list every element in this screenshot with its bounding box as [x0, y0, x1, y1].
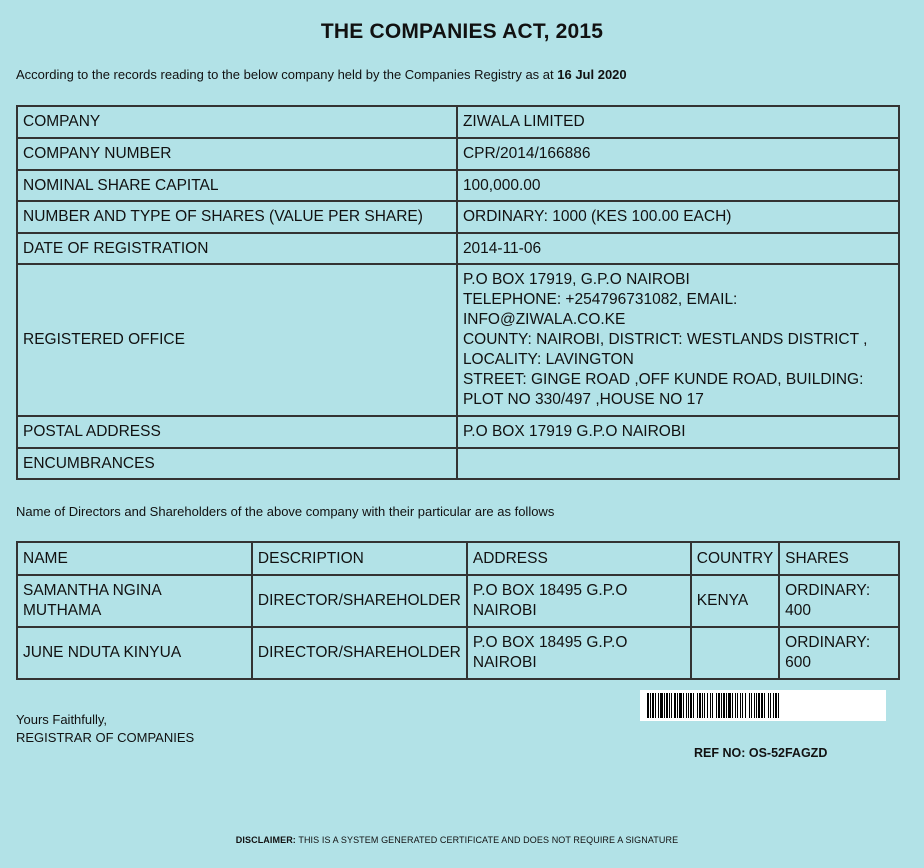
barcode-bar	[754, 693, 755, 718]
barcode-bar	[683, 693, 684, 718]
barcode-bar	[712, 693, 713, 718]
row-value: 100,000.00	[457, 170, 899, 201]
barcode-bar	[749, 693, 750, 718]
barcode-bar	[710, 693, 711, 718]
row-value: ZIWALA LIMITED	[457, 106, 899, 138]
barcode	[640, 690, 886, 721]
row-value: ORDINARY: 1000 (KES 100.00 EACH)	[457, 201, 899, 233]
table-row	[17, 233, 899, 264]
barcode-bar	[718, 693, 720, 718]
barcode-bar	[697, 693, 698, 718]
table-row	[17, 138, 899, 170]
row-label: DATE OF REGISTRATION	[17, 233, 457, 264]
address-cell: P.O BOX 18495 G.P.O NAIROBI	[467, 575, 691, 627]
barcode-bar	[652, 693, 654, 718]
barcode-bar	[775, 693, 777, 718]
column-header: COUNTRY	[691, 542, 779, 575]
table-row	[17, 627, 899, 679]
barcode-bar	[658, 693, 659, 718]
record-date: 16 Jul 2020	[557, 67, 627, 82]
barcode-bar	[764, 693, 765, 718]
country-cell	[691, 627, 779, 679]
barcode-bar	[756, 693, 757, 718]
column-header: NAME	[17, 542, 252, 575]
barcode-bar	[660, 693, 663, 718]
disclaimer: DISCLAIMER: THIS IS A SYSTEM GENERATED CERTIFICATE AND DOES NOT REQUIRE A SIGNATURE	[235, 835, 679, 845]
barcode-bar	[778, 693, 779, 718]
barcode-bar	[737, 693, 738, 718]
barcode-bar	[723, 693, 725, 718]
barcode-bar	[699, 693, 701, 718]
directors-table	[16, 541, 900, 680]
table-row	[17, 448, 899, 479]
barcode-bar	[770, 693, 771, 718]
table-header-row	[17, 542, 899, 575]
barcode-bar	[735, 693, 736, 718]
row-value: CPR/2014/166886	[457, 138, 899, 170]
table-row	[17, 170, 899, 201]
intro-text: According to the records reading to the below company held by the Companies Registry as at 16 Jul 2020	[16, 67, 627, 82]
barcode-bar	[742, 693, 743, 718]
shares-cell: ORDINARY: 600	[779, 627, 899, 679]
table-row	[17, 201, 899, 233]
name-cell: JUNE NDUTA KINYUA	[17, 627, 252, 679]
column-header: SHARES	[779, 542, 899, 575]
company-details-table	[16, 105, 900, 480]
barcode-bar	[647, 693, 649, 718]
barcode-bar	[732, 693, 733, 718]
row-label: COMPANY NUMBER	[17, 138, 457, 170]
barcode-bar	[674, 693, 676, 718]
column-header: DESCRIPTION	[252, 542, 467, 575]
barcode-bar	[669, 693, 670, 718]
row-label: NOMINAL SHARE CAPITAL	[17, 170, 457, 201]
reference-number: REF NO: OS-52FAGZD	[694, 746, 828, 760]
name-cell: SAMANTHA NGINA MUTHAMA	[17, 575, 252, 627]
row-label: COMPANY	[17, 106, 457, 138]
barcode-bar	[702, 693, 703, 718]
country-cell: KENYA	[691, 575, 779, 627]
barcode-bar	[686, 693, 687, 718]
description-cell: DIRECTOR/SHAREHOLDER	[252, 575, 467, 627]
barcode-bar	[666, 693, 668, 718]
barcode-bar	[728, 693, 731, 718]
column-header: ADDRESS	[467, 542, 691, 575]
barcode-bar	[688, 693, 689, 718]
barcode-bar	[679, 693, 682, 718]
barcode-bar	[693, 693, 694, 718]
directors-intro: Name of Directors and Shareholders of the above company with their particular are as follows	[16, 504, 555, 519]
table-row	[17, 575, 899, 627]
barcode-bar	[655, 693, 656, 718]
barcode-bar	[721, 693, 722, 718]
table-row	[17, 264, 899, 416]
shares-cell: ORDINARY: 400	[779, 575, 899, 627]
row-label: ENCUMBRANCES	[17, 448, 457, 479]
barcode-bar	[664, 693, 665, 718]
barcode-bar	[751, 693, 752, 718]
barcode-bar	[690, 693, 692, 718]
barcode-bar	[704, 693, 705, 718]
barcode-bar	[740, 693, 741, 718]
row-label: NUMBER AND TYPE OF SHARES (VALUE PER SHARE)	[17, 201, 457, 233]
signature-block: Yours Faithfully, REGISTRAR OF COMPANIES	[16, 712, 195, 745]
barcode-bar	[745, 693, 746, 718]
barcode-icon	[647, 693, 879, 718]
row-value: P.O BOX 17919 G.P.O NAIROBI	[457, 416, 899, 448]
barcode-bar	[758, 693, 760, 718]
barcode-bar	[773, 693, 774, 718]
row-value	[457, 448, 899, 479]
barcode-bar	[716, 693, 717, 718]
description-cell: DIRECTOR/SHAREHOLDER	[252, 627, 467, 679]
address-cell: P.O BOX 18495 G.P.O NAIROBI	[467, 627, 691, 679]
document-title: THE COMPANIES ACT, 2015	[320, 20, 604, 43]
barcode-bar	[650, 693, 651, 718]
barcode-bar	[677, 693, 678, 718]
barcode-bar	[671, 693, 672, 718]
row-label: POSTAL ADDRESS	[17, 416, 457, 448]
registered-office-value: P.O BOX 17919, G.P.O NAIROBI TELEPHONE: +254796731082, EMAIL: INFO@ZIWALA.CO.KE COUNTY: NAIROBI, DISTRICT: WESTLANDS DISTRICT , LOCALITY: LAVINGTON STREET: GINGE ROAD ,OFF KUNDE ROAD, BUILDING: PLOT NO 330/497 ,HOUSE NO 17	[457, 264, 899, 416]
barcode-bar	[768, 693, 769, 718]
barcode-bar	[761, 693, 763, 718]
barcode-bar	[707, 693, 708, 718]
row-value: 2014-11-06	[457, 233, 899, 264]
barcode-bar	[726, 693, 727, 718]
row-label: REGISTERED OFFICE	[17, 264, 457, 416]
table-row	[17, 106, 899, 138]
table-row	[17, 416, 899, 448]
